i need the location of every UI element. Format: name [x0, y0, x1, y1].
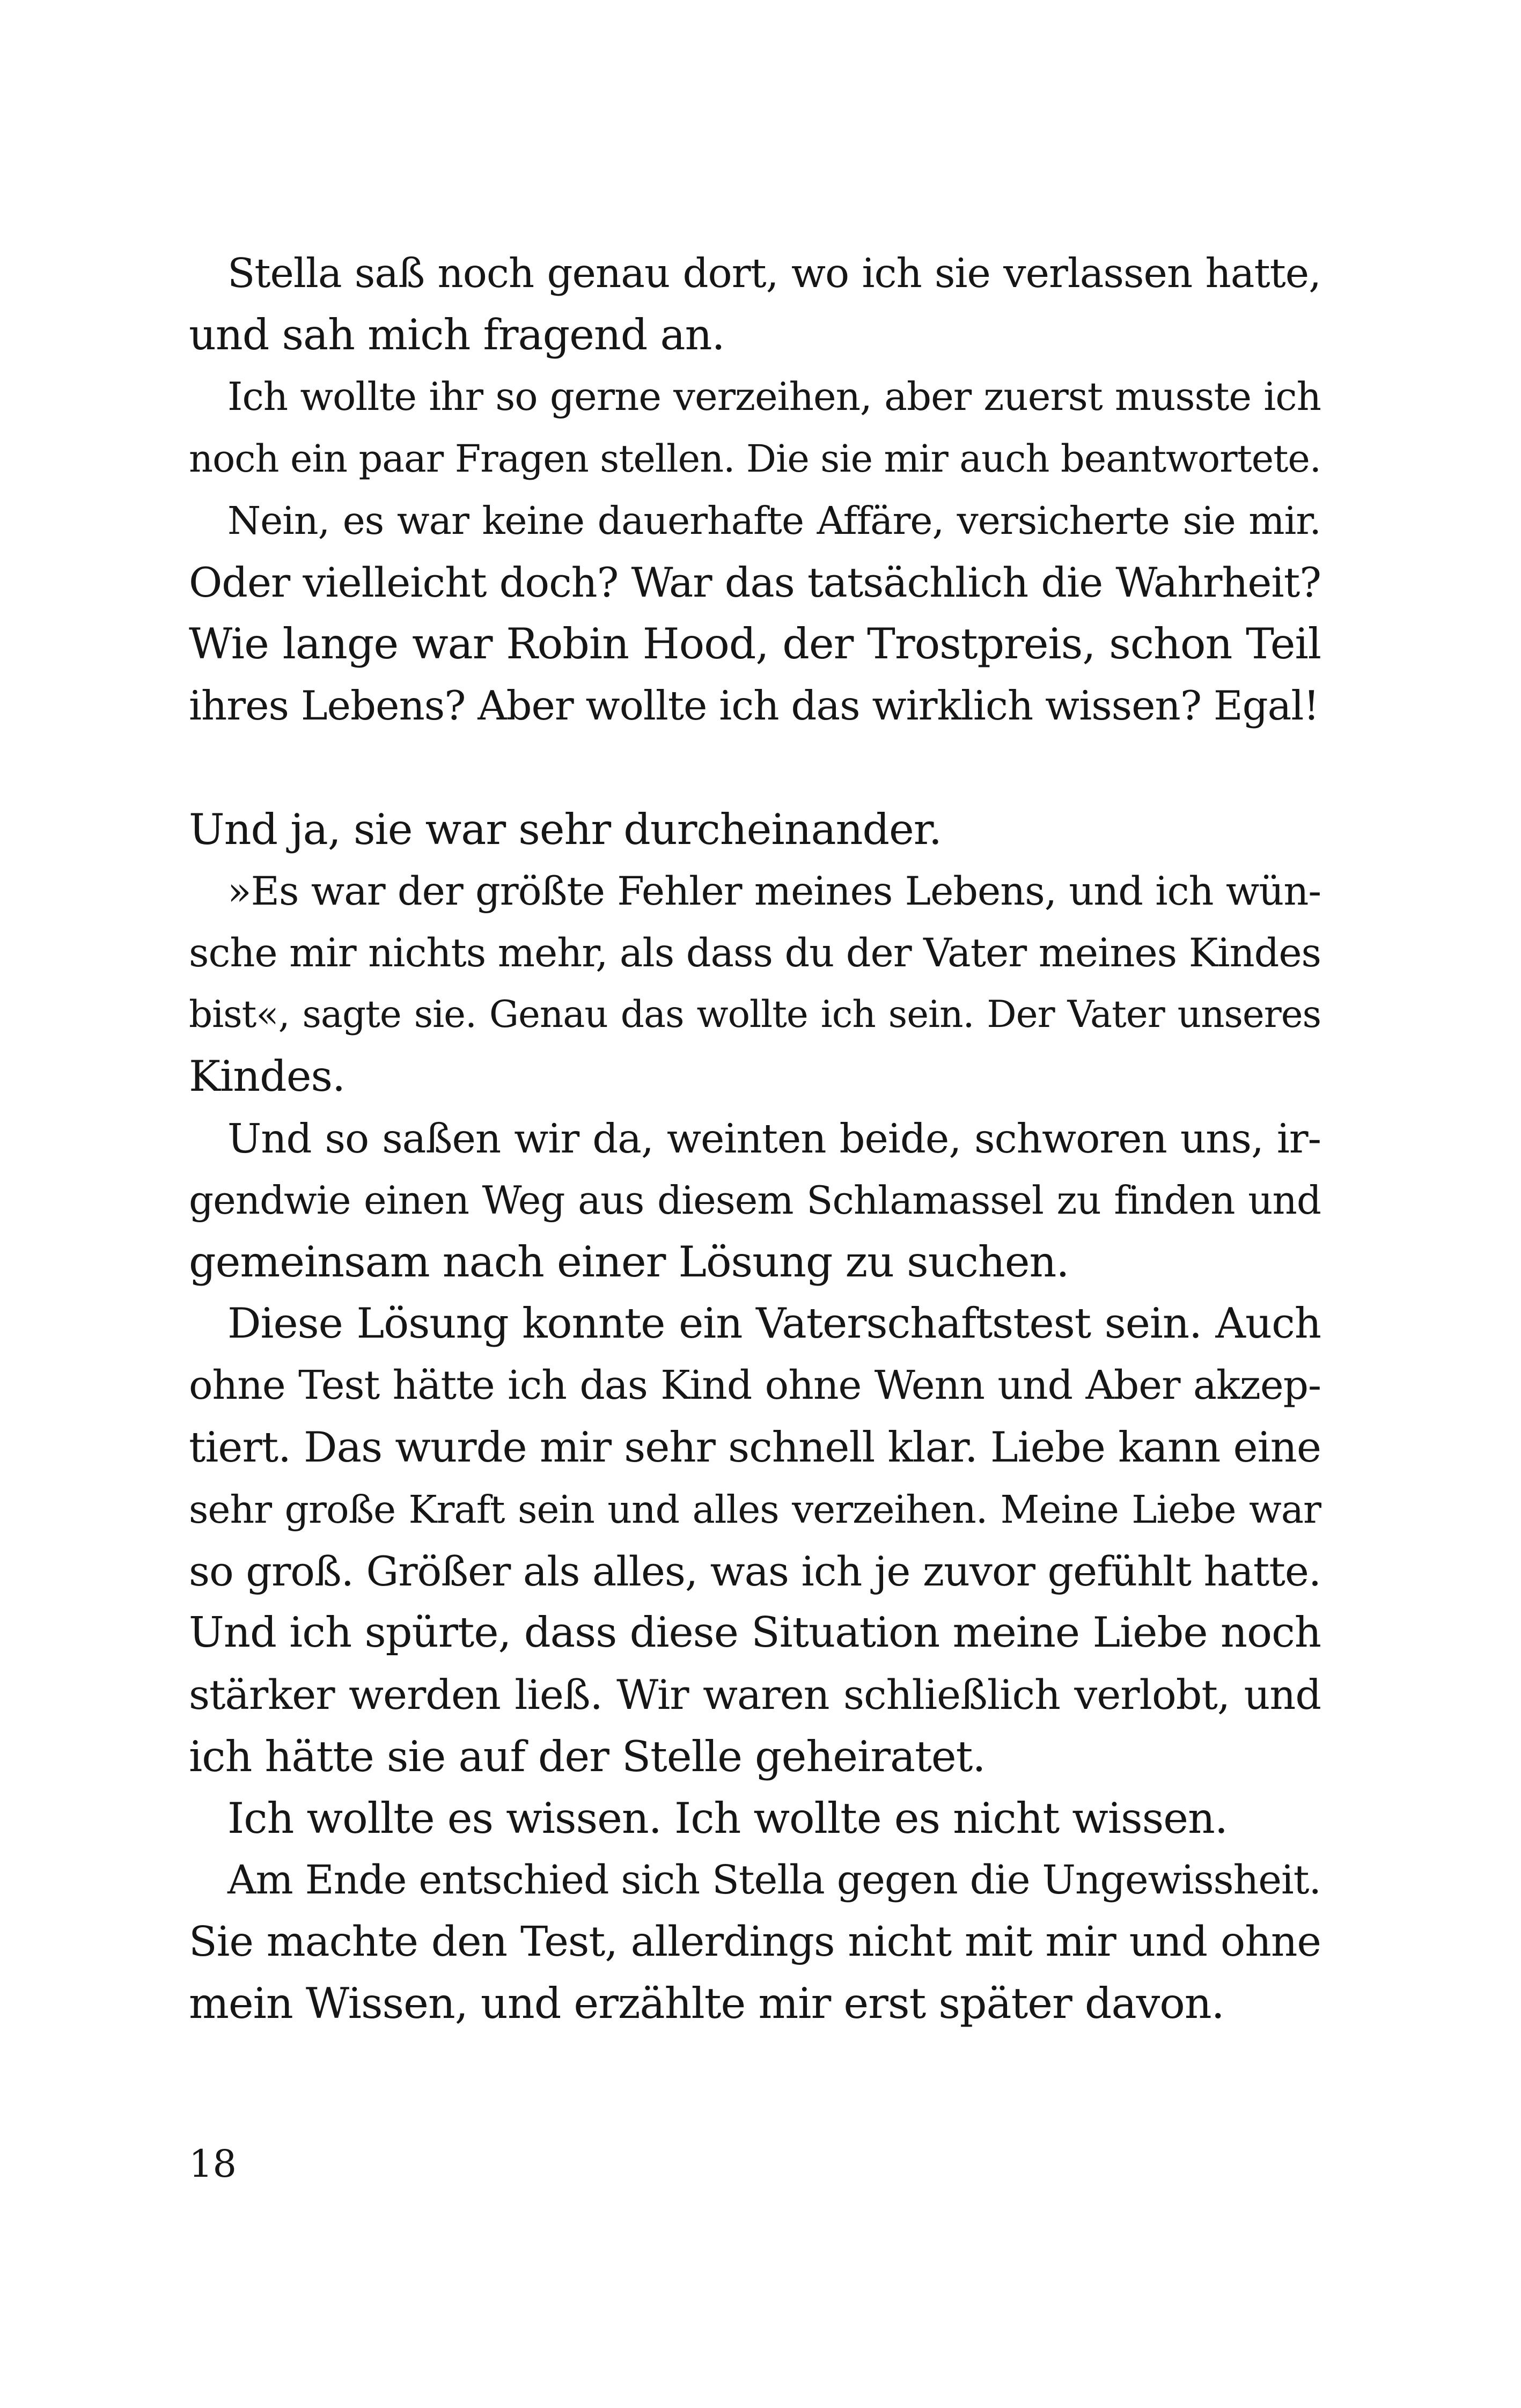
text-line: Und so saßen wir da, weinten beide, schworen uns, ir- — [227, 1114, 1321, 1162]
text-line: mein Wissen, und erzählte mir erst später davon. — [189, 1979, 1224, 2029]
text-line: »Es war der größte Fehler meines Lebens, und ich wün- — [227, 868, 1321, 914]
text-line: so groß. Größer als alles, was ich je zuvor gefühlt hatte. — [189, 1547, 1321, 1595]
text-line: sche mir nichts mehr, als dass du der Vater meines Kindes — [189, 930, 1321, 977]
text-line: bist«, sagte sie. Genau das wollte ich sein. Der Vater unseres — [189, 993, 1321, 1037]
text-line: ihres Lebens? Aber wollte ich das wirklich wissen? Egal! — [189, 682, 1319, 730]
text-line: und sah mich fragend an. — [189, 310, 725, 360]
text-line: Kindes. — [189, 1052, 346, 1102]
paragraph-gap — [189, 737, 1321, 799]
text-line: stärker werden ließ. Wir waren schließlich verlobt, und — [189, 1671, 1321, 1719]
text-line: Ich wollte es wissen. Ich wollte es nicht wissen. — [227, 1793, 1228, 1843]
text-line: Ich wollte ihr so gerne verzeihen, aber zuerst musste ich — [227, 374, 1321, 420]
text-line: tiert. Das wurde mir sehr schnell klar. Liebe kann eine — [189, 1423, 1321, 1472]
text-line: Und ja, sie war sehr durcheinander. — [189, 804, 942, 854]
text-line: Oder vielleicht doch? War das tatsächlich die Wahrheit? — [189, 558, 1321, 606]
text-line: Stella saß noch genau dort, wo ich sie verlassen hatte, — [227, 249, 1321, 297]
text-line: gemeinsam nach einer Lösung zu suchen. — [189, 1237, 1069, 1287]
text-line: Diese Lösung konnte ein Vaterschaftstest sein. Auch — [227, 1300, 1321, 1348]
text-line: gendwie einen Weg aus diesem Schlamassel zu finden und — [189, 1177, 1321, 1223]
text-line: Am Ende entschied sich Stella gegen die Ungewissheit. — [227, 1856, 1321, 1903]
text-line: Nein, es war keine dauerhafte Affäre, versicherte sie mir. — [227, 498, 1321, 543]
text-line: Sie machte den Test, allerdings nicht mit mir und ohne — [189, 1918, 1321, 1966]
text-line: ich hätte sie auf der Stelle geheiratet. — [189, 1731, 986, 1781]
text-line: sehr große Kraft sein und alles verzeihen. Meine Liebe war — [189, 1487, 1321, 1532]
body-text — [189, 243, 1321, 2035]
text-line: Und ich spürte, dass diese Situation meine Liebe noch — [189, 1609, 1321, 1657]
text-line: Wie lange war Robin Hood, der Trostpreis, schon Teil — [189, 619, 1321, 669]
text-line: ohne Test hätte ich das Kind ohne Wenn und Aber akzep- — [189, 1362, 1321, 1409]
text-line: noch ein paar Fragen stellen. Die sie mir auch beantwortete. — [189, 436, 1321, 481]
page-number: 18 — [189, 2142, 237, 2186]
